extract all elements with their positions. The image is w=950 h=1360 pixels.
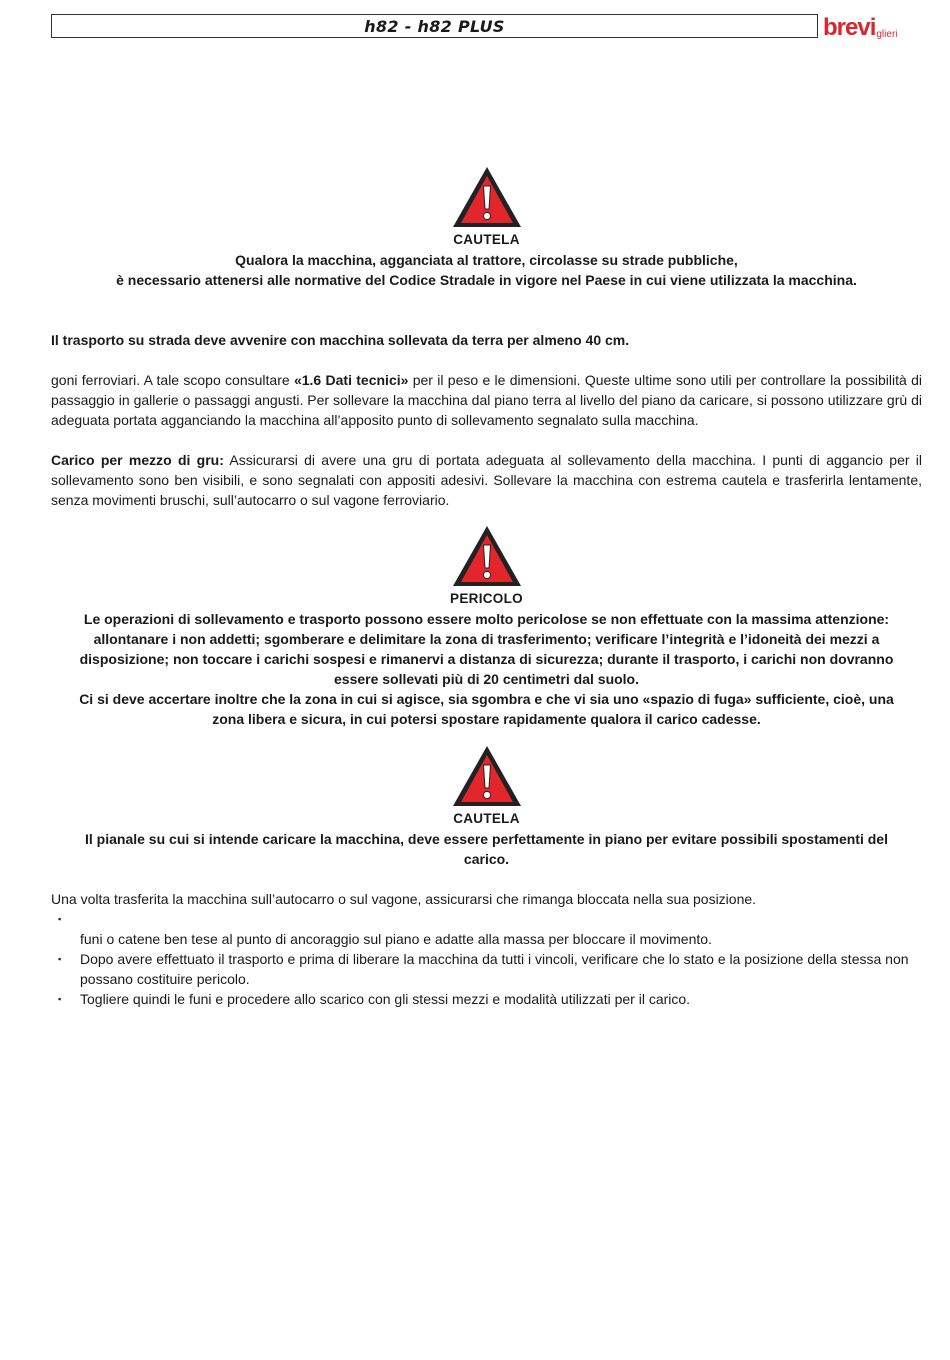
warning-text-line: zona libera e sicura, in cui potersi spostare rapidamente qualora il carico cadesse.	[212, 711, 761, 727]
warning-text-line: è necessario attenersi alle normative del Codice Stradale in vigore nel Paese in cui viene utilizzata la macchina.	[116, 272, 857, 288]
list-item-text: Togliere quindi le funi e procedere allo scarico con gli stessi mezzi e modalità utilizzati per il carico.	[80, 991, 691, 1007]
caution-block-road	[51, 164, 922, 290]
paragraph-text: Assicurarsi di avere una gru di portata adeguata al sollevamento della macchina. I punti di aggancio per il sollevamento sono ben visibili, e sono segnalati con appositi adesivi. Sollevare la macchina con estrema cautela e trasferirla lentamente, senza movimenti bruschi, sull’autocarro o sul vagone ferroviario.	[51, 452, 923, 508]
warning-triangle-icon	[450, 164, 524, 230]
securing-steps-list	[51, 909, 922, 1009]
paragraph-text: per il peso e le dimensioni. Queste ultime sono utili per controllare la possibilità di passaggio in gallerie o passaggi angusti. Per sollevare la macchina dal piano terra al livello del piano da caricare, si possono utilizzare grù di adeguata portata agganciando la macchina all’apposito punto di sollevamento segnalato sulla macchina.	[51, 372, 923, 428]
warning-text-line: Qualora la macchina, agganciata al trattore, circolasse su strade pubbliche,	[235, 252, 738, 268]
danger-block-lifting	[51, 523, 922, 729]
list-item-text: funi o catene ben tese al punto di ancoraggio sul piano e adatte alla massa per bloccare il movimento.	[80, 931, 712, 947]
warning-triangle-icon	[450, 523, 524, 589]
header-box	[51, 14, 818, 38]
caution-block-platform	[51, 743, 922, 869]
logo-main-text: brevi	[823, 14, 876, 41]
warning-text-line: allontanare i non addetti; sgomberare e delimitare la zona di trasferimento; verificare l’integrità e l’idoneità dei mezzi a	[93, 631, 880, 647]
brand-logo	[823, 12, 923, 42]
technical-data-reference: «1.6 Dati tecnici»	[293, 372, 409, 388]
warning-label: CAUTELA	[453, 811, 520, 826]
bullet-mark: ▪	[58, 954, 62, 964]
warning-triangle-icon	[450, 743, 524, 809]
warning-text-line: essere sollevati più di 20 centimetri dal suolo.	[334, 671, 639, 687]
warning-label: PERICOLO	[450, 591, 523, 606]
warning-text-line: Il pianale su cui si intende caricare la macchina, deve essere perfettamente in piano per evitare possibili spostamenti del	[85, 831, 888, 847]
paragraph-securing: Una volta trasferita la macchina sull’autocarro o sul vagone, assicurarsi che rimanga bloccata nella sua posizione.	[51, 891, 757, 907]
transport-height-note: Il trasporto su strada deve avvenire con macchina sollevata da terra per almeno 40 cm.	[51, 332, 630, 348]
list-item-text: Dopo avere effettuato il trasporto e prima di liberare la macchina da tutti i vincoli, verificare che lo stato e la posizione della stessa non possano costituire pericolo.	[80, 951, 909, 987]
logo-sub-text: glieri	[876, 29, 898, 40]
list-item	[51, 989, 922, 1009]
bullet-mark: ▪	[58, 994, 62, 1004]
page-header-title: h82 - h82 PLUS	[364, 16, 505, 36]
paragraph-rail-transport	[51, 370, 922, 430]
paragraph-lead: Carico per mezzo di gru:	[51, 452, 224, 468]
list-item	[51, 909, 922, 929]
list-item	[51, 949, 922, 989]
warning-label: CAUTELA	[453, 232, 520, 247]
warning-text-line: disposizione; non toccare i carichi sospesi e rimanervi a distanza di sicurezza; durante il trasporto, i carichi non dovranno	[79, 651, 894, 667]
warning-text-line: Le operazioni di sollevamento e trasporto possono essere molto pericolose se non effettuate con la massima attenzione:	[83, 611, 890, 627]
bullet-mark: ▪	[58, 914, 62, 924]
list-item	[51, 929, 922, 949]
warning-text-line: Ci si deve accertare inoltre che la zona in cui si agisce, sia sgombra e che vi sia uno «spazio di fuga» sufficiente, cioè, una	[79, 691, 894, 707]
paragraph-crane-loading	[51, 450, 922, 510]
warning-text-line: carico.	[463, 851, 510, 867]
paragraph-text: goni ferroviari. A tale scopo consultare	[51, 372, 294, 388]
